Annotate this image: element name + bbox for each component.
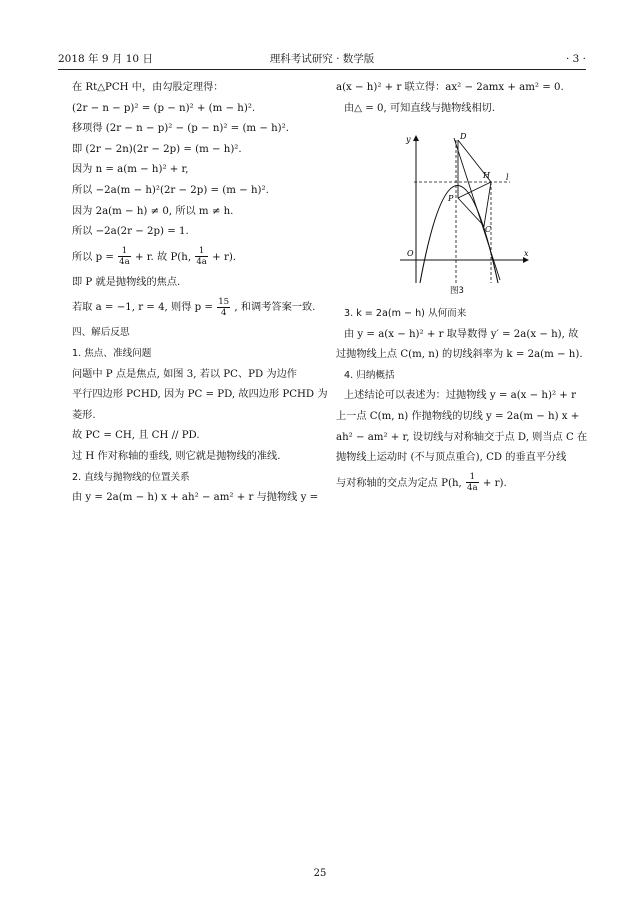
- subsection-title: 4. 归纳概括: [344, 369, 395, 381]
- header-rule: [58, 69, 586, 70]
- focus-statement: 即 P 就是抛物线的焦点.: [72, 276, 181, 288]
- fraction-denominator: 4a: [196, 257, 207, 268]
- fraction-denominator: 4: [220, 307, 227, 318]
- paragraph-line: 上述结论可以表述为：过抛物线 y = a(x − h)² + r: [344, 390, 576, 402]
- fraction-1-over-4a: [195, 246, 208, 267]
- example-line: [72, 293, 322, 323]
- right-column-lower: [336, 304, 596, 499]
- paragraph-line: 菱形.: [72, 409, 96, 421]
- paragraph-line: 上一点 C(m, n) 作抛物线的切线 y = 2a(m − h) x +: [336, 410, 580, 422]
- proof-line: 所以 −2a(m − h)²(2r − 2p) = (m − h)².: [72, 184, 269, 196]
- label-y: y: [406, 135, 411, 144]
- fraction-numerator: 1: [195, 246, 208, 257]
- parabola-curve: [420, 186, 498, 284]
- conclusion-suffix: + r).: [482, 477, 507, 489]
- p-line-suffix: + r).: [212, 251, 237, 263]
- label-p: P: [448, 194, 454, 203]
- fraction-denominator: 4a: [119, 257, 130, 268]
- paragraph-line: 过 H 作对称轴的垂线, 则它就是抛物线的准线.: [72, 450, 281, 462]
- label-origin: O: [407, 249, 414, 258]
- paragraph-line: 由 y = 2a(m − h) x + ah² − am² + r 与抛物线 y =: [72, 492, 319, 504]
- proof-line: 因为 n = a(m − h)² + r,: [72, 164, 189, 176]
- label-d: D: [460, 132, 467, 141]
- fraction-numerator: 1: [466, 472, 479, 483]
- fraction-1-over-4a: [466, 472, 479, 493]
- rhombus-pchd: [458, 140, 491, 226]
- left-column: [72, 78, 328, 509]
- subsection-title: 2. 直线与抛物线的位置关系: [72, 471, 190, 483]
- paragraph-line: 由△ = 0, 可知直线与抛物线相切.: [344, 102, 496, 114]
- p-value-line: [72, 243, 322, 273]
- header-journal-title: 理科考试研究 · 数学版: [269, 53, 375, 65]
- example-prefix: 若取 a = −1, r = 4, 则得 p =: [72, 302, 213, 314]
- fraction-numerator: 15: [218, 296, 230, 307]
- header-date: 2018 年 9 月 10 日: [58, 53, 153, 65]
- subsection-title: 1. 焦点、准线问题: [72, 347, 152, 359]
- tangent-line: [454, 138, 500, 280]
- paragraph-line: 问题中 P 点是焦点, 如图 3, 若以 PC、PD 为边作: [72, 368, 297, 380]
- paragraph-line: ah² − am² + r, 设切线与对称轴交于点 D, 则当点 C 在: [336, 431, 588, 443]
- p-line-mid: + r. 故 P(h,: [135, 251, 192, 263]
- paragraph-line: 由 y = a(x − h)² + r 取导数得 y′ = 2a(x − h), 故: [344, 328, 579, 340]
- figure-3-diagram: [392, 128, 542, 308]
- example-suffix: , 和调考答案一致.: [234, 302, 316, 314]
- conclusion-prefix: 与对称轴的交点为定点 P(h,: [336, 477, 462, 489]
- paragraph-line: 平行四边形 PCHD, 因为 PC = PD, 故四边形 PCHD 为: [72, 389, 328, 401]
- segment-ph: [458, 182, 491, 198]
- proof-line: (2r − n − p)² = (p − n)² + (m − h)².: [72, 102, 256, 114]
- paragraph-line: a(x − h)² + r 联立得：ax² − 2amx + am² = 0.: [336, 82, 564, 93]
- paragraph-line: 过抛物线上点 C(m, n) 的切线斜率为 k = 2a(m − h).: [336, 349, 583, 361]
- running-header: [58, 51, 586, 67]
- fraction-15-over-4: [217, 297, 230, 318]
- page-number: 25: [313, 868, 327, 879]
- proof-line: 即 (2r − 2n)(2r − 2p) = (m − h)².: [72, 143, 242, 155]
- proof-line: 所以 −2a(2r − 2p) = 1.: [72, 226, 189, 238]
- subsection-title: 3. k = 2a(m − h) 从何而来: [344, 308, 467, 319]
- label-x: x: [524, 249, 529, 258]
- paragraph-line: 故 PC = CH, 且 CH // PD.: [72, 430, 200, 442]
- figure-caption: 图3: [450, 286, 464, 296]
- fraction-numerator: 1: [118, 246, 131, 257]
- proof-line: 因为 2a(m − h) ≠ 0, 所以 m ≠ h.: [72, 205, 234, 217]
- fraction-denominator: 4a: [467, 483, 478, 494]
- label-l: l: [506, 173, 509, 182]
- header-page-marker: · 3 ·: [565, 53, 586, 65]
- paragraph-line: 抛物线上运动时 (不与顶点重合), CD 的垂直平分线: [336, 452, 567, 464]
- p-line-prefix: 所以 p =: [72, 251, 114, 263]
- right-column: [336, 78, 596, 119]
- conclusion-line: [336, 469, 596, 499]
- label-c: C: [485, 225, 492, 234]
- label-h: H: [483, 171, 490, 180]
- proof-line: 在 Rt△PCH 中，由勾股定理得：: [72, 82, 224, 93]
- proof-line: 移项得 (2r − n − p)² − (p − n)² = (m − h)².: [72, 123, 289, 135]
- section-title: 四、解后反思: [72, 327, 130, 339]
- fraction-1-over-4a: [118, 246, 131, 267]
